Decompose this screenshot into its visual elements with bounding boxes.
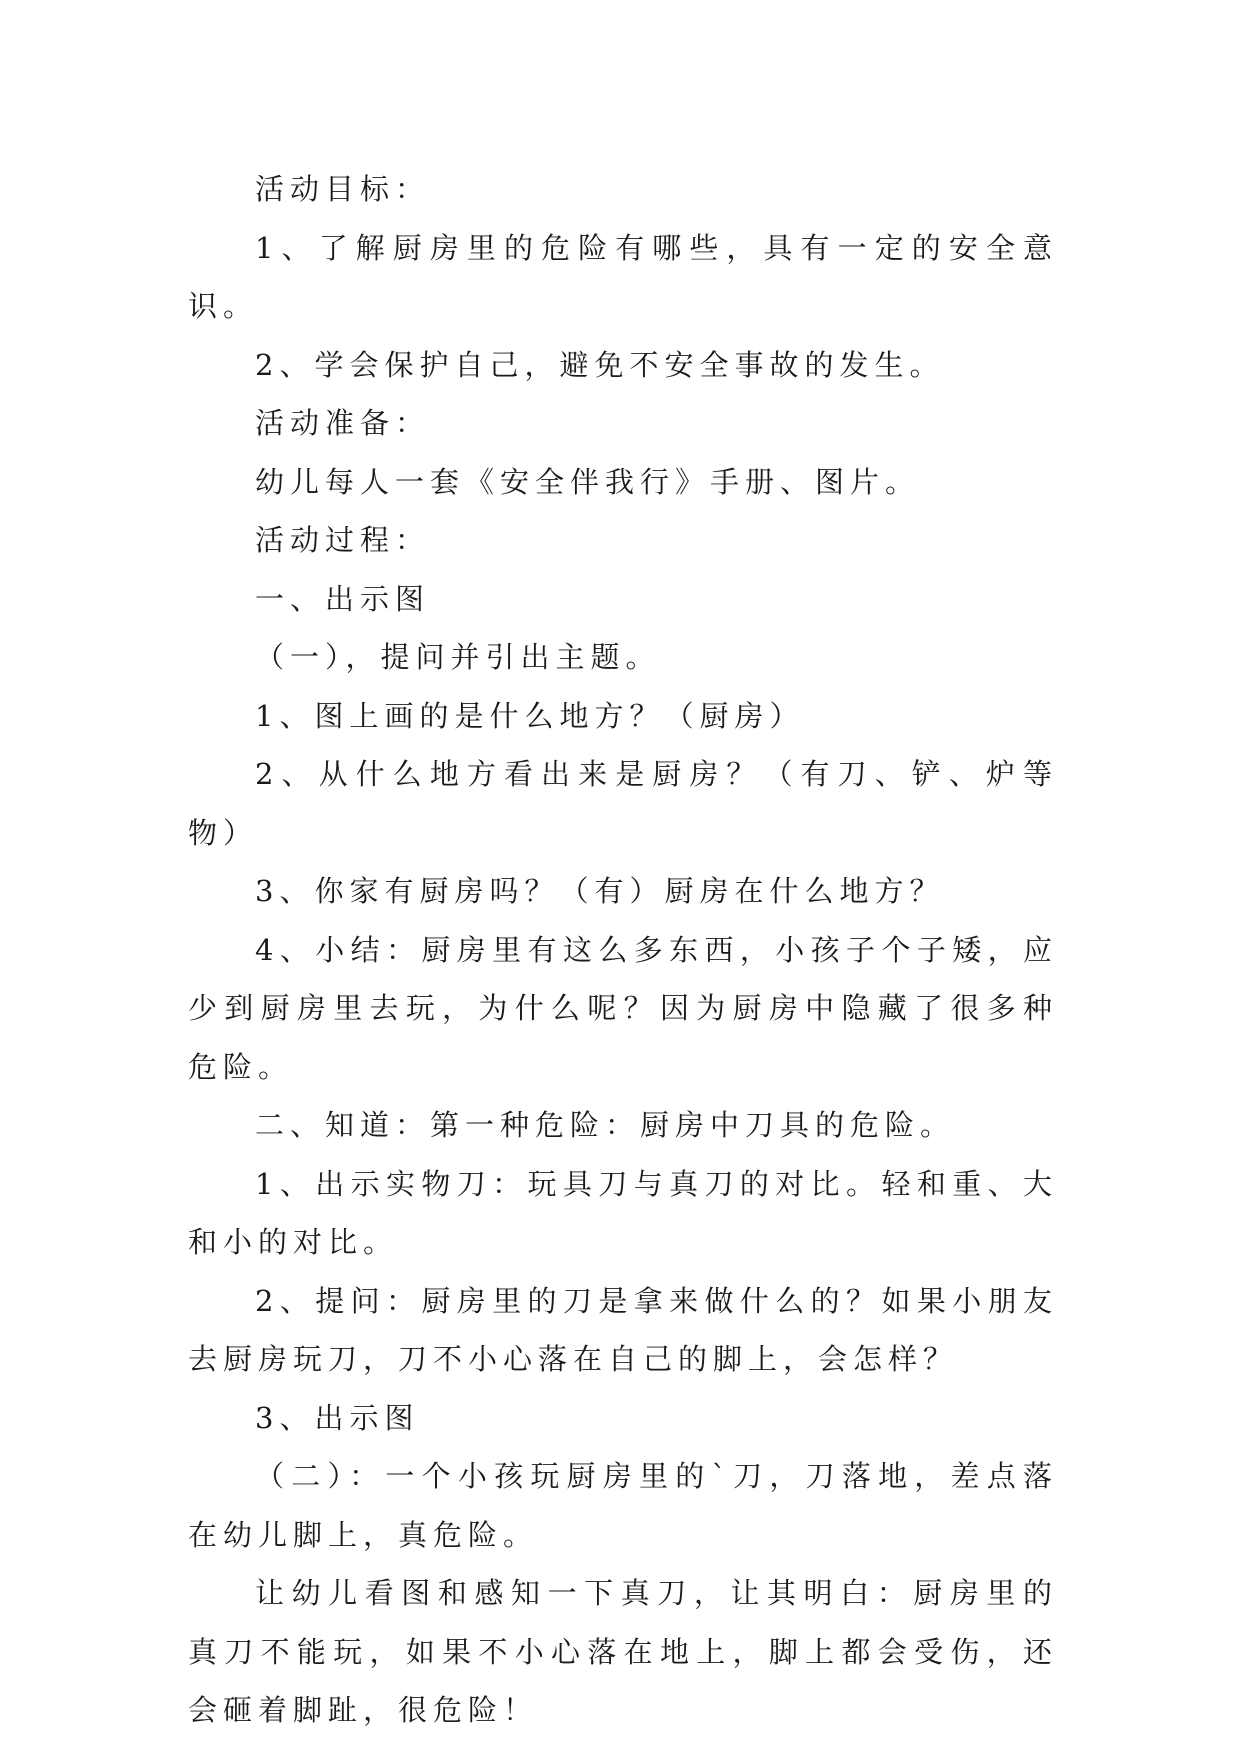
- knife-question: 2、提问：厨房里的刀是拿来做什么的？如果小朋友去厨房玩刀，刀不小心落在自己的脚上，会怎样？: [188, 1283, 1058, 1376]
- summary-paragraph: 4、小结：厨房里有这么多东西，小孩子个子矮，应少到厨房里去玩，为什么呢？因为厨房中隐藏了很多种危险。: [188, 932, 1058, 1084]
- process-substep-1: （一），提问并引出主题。: [255, 640, 661, 674]
- question-3: 3、你家有厨房吗？（有）厨房在什么地方？: [255, 874, 945, 908]
- goal-item-1: 1、了解厨房里的危险有哪些，具有一定的安全意识。: [188, 230, 1058, 323]
- document-body: [188, 160, 1058, 1740]
- question-1: 1、图上画的是什么地方？（厨房）: [255, 698, 805, 733]
- preparation-text: 幼儿每人一套《安全伴我行》手册、图片。: [255, 464, 921, 499]
- picture-description: （二）：一个小孩玩厨房里的`刀，刀落地，差点落在幼儿脚上，真危险。: [188, 1459, 1058, 1552]
- process-step-1: 一、出示图: [255, 581, 431, 616]
- heading-activity-goals: 活动目标：: [255, 172, 431, 206]
- question-2: 2、从什么地方看出来是厨房？（有刀、铲、炉等物）: [188, 757, 1058, 850]
- goal-item-2: 2、学会保护自己，避免不安全事故的发生。: [255, 347, 945, 382]
- process-step-2: 二、知道：第一种危险：厨房中刀具的危险。: [255, 1108, 956, 1142]
- conclusion-paragraph: 让幼儿看图和感知一下真刀，让其明白：厨房里的真刀不能玩，如果不小心落在地上，脚上都会受伤，还会砸着脚趾，很危险！: [188, 1576, 1058, 1727]
- show-picture-step: 3、出示图: [255, 1400, 420, 1435]
- heading-activity-preparation: 活动准备：: [255, 406, 431, 440]
- knife-comparison: 1、出示实物刀：玩具刀与真刀的对比。轻和重、大和小的对比。: [188, 1166, 1058, 1259]
- heading-activity-process: 活动过程：: [255, 523, 431, 557]
